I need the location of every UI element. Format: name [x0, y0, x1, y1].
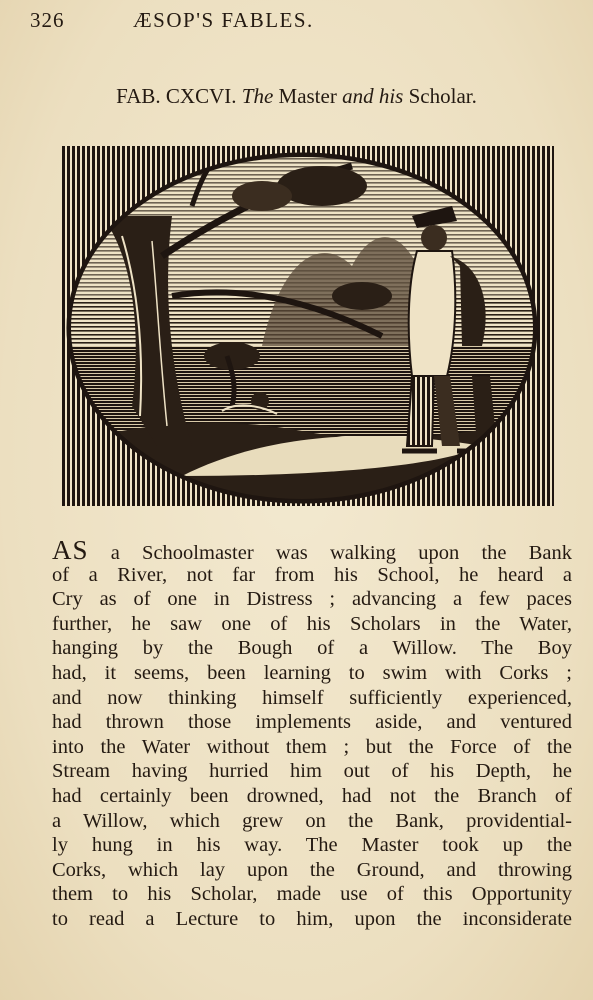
fable-title-and-his: and his: [342, 84, 404, 108]
book-title: ÆSOP'S FABLES.: [133, 8, 314, 32]
woodcut-image: [62, 146, 554, 506]
text-line-2: of a River, not far from his School, he heard a: [52, 563, 572, 586]
text-line-3: Cry as of one in Distress ; advancing a few paces: [52, 588, 572, 611]
text-line-13: ly hung in his way. The Master took up the: [52, 834, 572, 857]
fable-title: [0, 84, 593, 109]
fable-title-scholar: Scholar.: [408, 84, 477, 108]
fable-number: FAB. CXCVI.: [116, 84, 237, 108]
text-line-12: a Willow, which grew on the Bank, providential-: [52, 809, 572, 832]
text-line-16: to read a Lecture to him, upon the inconsiderate: [52, 907, 572, 930]
text-line-6: had, it seems, been learning to swim with Corks ;: [52, 661, 572, 684]
text-line-15: them to his Scholar, made use of this Opportunity: [52, 883, 572, 906]
page-number: 326: [30, 8, 65, 32]
running-head: [30, 8, 570, 34]
fable-title-master: Master: [278, 84, 337, 108]
text-line-1: a Schoolmaster was walking upon the Bank: [88, 542, 572, 564]
text-line-7: and now thinking himself sufficiently experienced,: [52, 686, 572, 709]
drop-capital: AS: [52, 535, 89, 565]
text-line-4: further, he saw one of his Scholars in the Water,: [52, 612, 572, 635]
text-line-8: had thrown those implements aside, and ventured: [52, 711, 572, 734]
text-line-5: hanging by the Bough of a Willow. The Boy: [52, 637, 572, 660]
woodcut-illustration: [62, 146, 554, 506]
fable-text: [52, 535, 572, 932]
text-line-9: into the Water without them ; but the Force of the: [52, 735, 572, 758]
text-line-10: Stream having hurried him out of his Depth, he: [52, 760, 572, 783]
text-line-14: Corks, which lay upon the Ground, and throwing: [52, 858, 572, 881]
fable-title-the: The: [241, 84, 274, 108]
text-line-11: had certainly been drowned, had not the Branch of: [52, 784, 572, 807]
text-line: [52, 535, 572, 565]
